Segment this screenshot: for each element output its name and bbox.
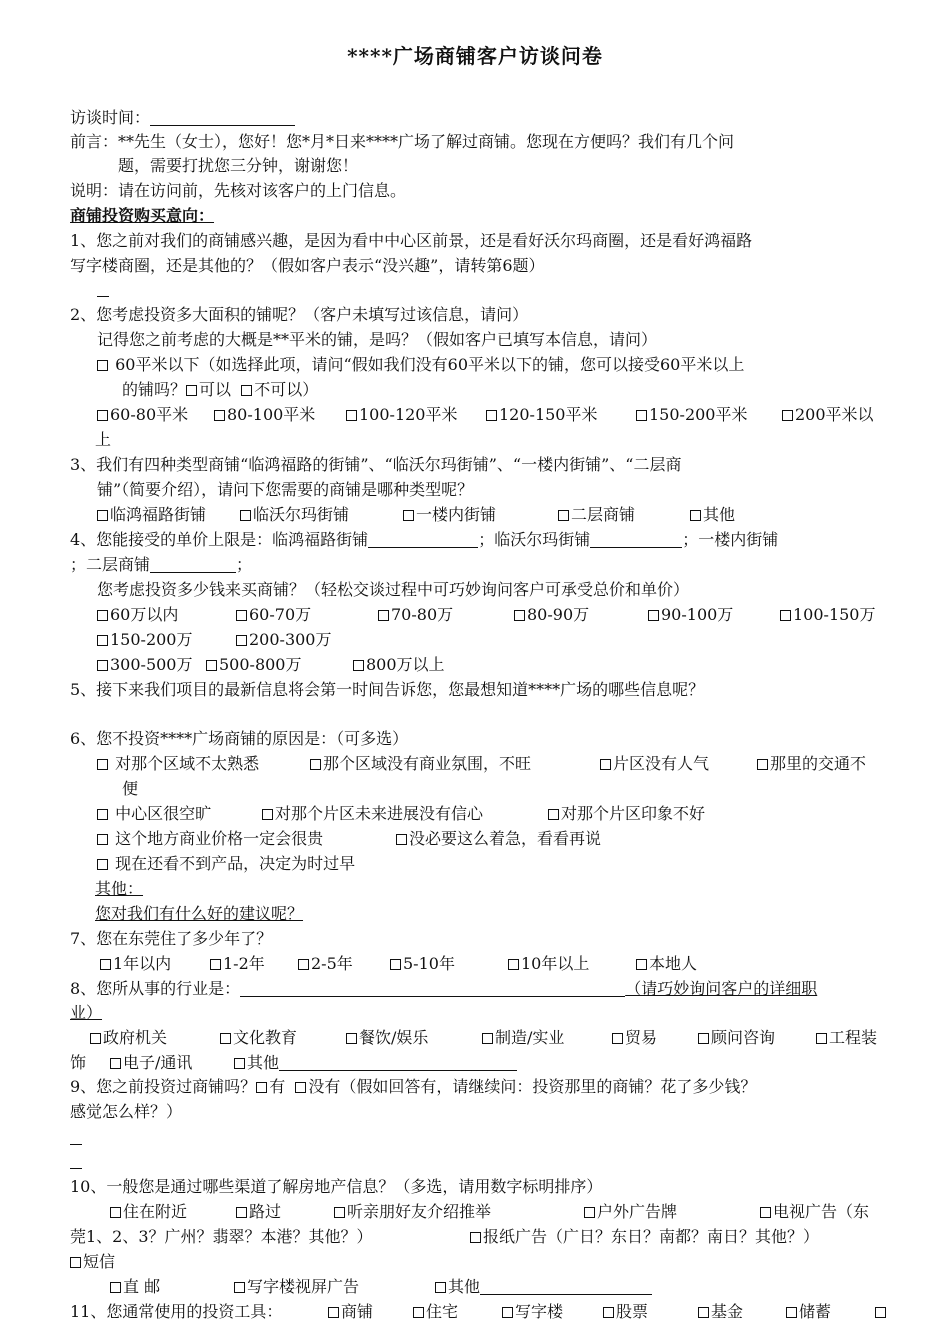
checkbox[interactable] (514, 610, 525, 621)
checkbox[interactable] (698, 1033, 709, 1044)
q7-option[interactable] (210, 953, 265, 975)
q10-tv-detail: 莞1、2、3？广州？翡翠？本港？其他？） (70, 1227, 373, 1246)
q10-channel-option[interactable] (110, 1201, 187, 1223)
checkbox[interactable] (584, 1207, 595, 1218)
checkbox[interactable] (353, 660, 364, 671)
checkbox[interactable] (214, 410, 225, 421)
q9-answer-line[interactable] (70, 1168, 82, 1169)
q4-line-3: 您考虑投资多少钱来买商铺？（轻松交谈过程中可巧妙询问客户可承受总价和单价） (97, 580, 690, 599)
checkbox[interactable] (334, 1207, 345, 1218)
option-label: 股票 (616, 1302, 649, 1321)
checkbox[interactable] (413, 1307, 424, 1318)
q6-line: 6、您不投资****广场商铺的原因是：（可多选） (70, 729, 409, 748)
checkbox[interactable] (97, 809, 108, 820)
q6-reason-option[interactable] (97, 753, 259, 775)
checkbox[interactable] (780, 610, 791, 621)
q6-reason-option[interactable] (548, 803, 705, 825)
checkbox[interactable] (236, 1207, 247, 1218)
q9-question: 9、您之前投资过商铺吗？ (70, 1077, 257, 1096)
q10-channel-option[interactable] (584, 1201, 677, 1223)
option-label: 300-500万 (110, 655, 193, 674)
q10-channel-option[interactable] (236, 1201, 281, 1223)
checkbox[interactable] (636, 959, 647, 970)
q4-price-option[interactable] (514, 604, 589, 626)
q9-answer-line[interactable] (70, 1144, 82, 1145)
q2-size-option[interactable] (214, 404, 315, 426)
q8-option[interactable] (698, 1027, 775, 1049)
checkbox-can[interactable] (186, 385, 197, 396)
q3-option[interactable] (403, 504, 496, 526)
option-label: 那里的交通不 (770, 754, 867, 773)
q6-reason-option[interactable] (97, 803, 211, 825)
q3-line-1: 3、我们有四种类型商铺“临鸿福路的街铺”、“临沃尔玛街铺”、“一楼内街铺”、“二层商 (70, 455, 682, 474)
page-title: ****广场商铺客户访谈问卷 (347, 44, 603, 68)
q8-option-tail: 饰 (70, 1053, 87, 1072)
q8-label: 8、您所从事的行业是： (70, 979, 241, 998)
option-label: 餐饮/娱乐 (359, 1028, 429, 1047)
checkbox[interactable] (548, 809, 559, 820)
q10-other-field[interactable] (480, 1278, 652, 1295)
q2-option-under-60[interactable] (97, 354, 744, 376)
q10-channel-option-other[interactable] (435, 1276, 652, 1298)
q3-option[interactable] (558, 504, 635, 526)
q8-hint-tail: 业） (70, 1003, 103, 1022)
checkbox[interactable] (90, 1033, 101, 1044)
q2-size-option[interactable] (782, 404, 874, 426)
q7-option[interactable] (100, 953, 171, 975)
checkbox[interactable] (648, 610, 659, 621)
checkbox[interactable] (816, 1033, 827, 1044)
interview-time-field[interactable] (150, 109, 295, 126)
checkbox[interactable] (97, 510, 108, 521)
q8-option[interactable] (346, 1027, 428, 1049)
checkbox-no[interactable] (295, 1082, 306, 1093)
option-label: 基金 (711, 1302, 744, 1321)
checkbox[interactable] (210, 959, 221, 970)
checkbox[interactable] (698, 1307, 709, 1318)
option-label: 报纸广告（广日？东日？南都？南日？其他？） (483, 1227, 820, 1246)
option-label: 没必要这么着急，看看再说 (409, 829, 602, 848)
option-label: 住宅 (426, 1302, 459, 1321)
checkbox[interactable] (298, 959, 309, 970)
checkbox[interactable] (110, 1207, 121, 1218)
q7-option[interactable] (390, 953, 455, 975)
q8-option[interactable] (90, 1027, 167, 1049)
option-label: 对那个区域不太熟悉 (115, 754, 260, 773)
q8-option[interactable] (816, 1027, 877, 1049)
option-label: 一楼内街铺 (416, 505, 497, 524)
option-label: 户外广告牌 (597, 1202, 678, 1221)
checkbox[interactable] (482, 1033, 493, 1044)
option-label: 中心区很空旷 (115, 804, 212, 823)
option-label: 写字楼视屏广告 (247, 1277, 360, 1296)
q11-option[interactable] (603, 1301, 648, 1323)
checkbox[interactable] (97, 410, 108, 421)
q8-field-industry[interactable] (240, 980, 625, 997)
checkbox[interactable] (240, 510, 251, 521)
q3-option[interactable] (690, 504, 735, 526)
option-label: 电子/通讯 (123, 1053, 193, 1072)
option-label: 200-300万 (249, 630, 332, 649)
option-label: 5-10年 (403, 954, 455, 973)
q4-label-c: ；一楼内街铺 (682, 530, 779, 549)
option-label: 现在还看不到产品，决定为时过早 (115, 854, 356, 873)
q11-option[interactable] (328, 1301, 373, 1323)
option-label: 工程装 (829, 1028, 878, 1047)
section-heading: 商铺投资购买意向： (70, 206, 215, 225)
q4-price-option[interactable] (353, 654, 445, 676)
q1-line-1: 1、您之前对我们的商铺感兴趣，是因为看中中心区前景，还是看好沃尔玛商圈，还是看好鸿福路 (70, 231, 753, 250)
q2-size-option[interactable] (97, 404, 188, 426)
option-label: 其他 (247, 1053, 280, 1072)
option-label: 1年以内 (113, 954, 172, 973)
q2-line-2: 记得您之前考虑的大概是**平米的铺，是吗？（假如客户已填写本信息，请问） (97, 330, 658, 349)
q7-line: 7、您在东莞住了多少年了？ (70, 929, 273, 948)
q6-reason-tail: 便 (122, 779, 139, 798)
checkbox[interactable] (757, 759, 768, 770)
checkbox[interactable] (97, 360, 108, 371)
checkbox[interactable] (97, 834, 108, 845)
q2-size-option[interactable] (486, 404, 598, 426)
option-label: 800万以上 (366, 655, 445, 674)
q6-reason-option[interactable] (97, 828, 323, 850)
checkbox[interactable] (558, 510, 569, 521)
option-label: 80-100平米 (227, 405, 316, 424)
checkbox[interactable] (612, 1033, 623, 1044)
q3-option[interactable] (240, 504, 349, 526)
option-no: 没有（假如回答有，请继续问：投资那里的商铺？花了多少钱？ (308, 1077, 757, 1096)
option-label: 200平米以 (795, 405, 874, 424)
checkbox[interactable] (435, 1282, 446, 1293)
q4-price-option[interactable] (780, 604, 876, 626)
q11-option[interactable] (786, 1301, 831, 1323)
q11-option[interactable] (698, 1301, 743, 1323)
q4-field-hongfu[interactable] (368, 531, 478, 548)
checkbox[interactable] (600, 759, 611, 770)
checkbox[interactable] (396, 834, 407, 845)
q6-reason-option[interactable] (396, 828, 601, 850)
checkbox[interactable] (508, 959, 519, 970)
q4-price-option[interactable] (648, 604, 733, 626)
option-can: 可以 (199, 380, 232, 399)
checkbox[interactable] (234, 1058, 245, 1069)
q2-size-tail: 上 (95, 430, 112, 449)
q8-option[interactable] (612, 1027, 657, 1049)
preface-line-2: 题，需要打扰您三分钟，谢谢您！ (118, 156, 359, 175)
q2-followup-row (122, 379, 318, 401)
checkbox[interactable] (378, 610, 389, 621)
checkbox[interactable] (97, 635, 108, 646)
option-label: 政府机关 (103, 1028, 168, 1047)
option-label: 60平米以下（如选择此项，请问“假如我们没有60平米以下的铺，您可以接受60平米以上 (115, 355, 745, 374)
option-label: 对那个片区未来进展没有信心 (275, 804, 484, 823)
q4-field-second-floor[interactable] (150, 556, 236, 573)
checkbox-cannot[interactable] (241, 385, 252, 396)
checkbox[interactable] (70, 1257, 81, 1268)
checkbox[interactable] (470, 1232, 481, 1243)
q6-reason-option[interactable] (97, 853, 355, 875)
checkbox[interactable] (234, 1282, 245, 1293)
checkbox[interactable] (220, 1033, 231, 1044)
interview-time-label: 访谈时间： (70, 108, 151, 127)
option-yes: 有 (269, 1077, 286, 1096)
q10-channel-option[interactable] (334, 1201, 491, 1223)
q10-line: 10、一般您是通过哪些渠道了解房地产信息？（多选，请用数字标明排序） (70, 1177, 603, 1196)
q10-channel-option[interactable] (70, 1251, 115, 1273)
checkbox[interactable] (603, 1307, 614, 1318)
option-label: 500-800万 (219, 655, 302, 674)
q4-price-option[interactable] (378, 604, 453, 626)
option-label: 80-90万 (527, 605, 590, 624)
option-label: 二层商铺 (571, 505, 636, 524)
q1-line-2: 写字楼商圈，还是其他的？（假如客户表示“没兴趣”，请转第6题） (70, 256, 545, 275)
option-label: 这个地方商业价格一定会很贵 (115, 829, 324, 848)
checkbox[interactable] (236, 610, 247, 621)
checkbox[interactable] (110, 1282, 121, 1293)
checkbox[interactable] (100, 959, 111, 970)
option-label: 150-200万 (110, 630, 193, 649)
q4-line-2 (70, 554, 252, 576)
option-label: 制造/实业 (495, 1028, 565, 1047)
checkbox[interactable] (786, 1307, 797, 1318)
q11-option[interactable] (413, 1301, 458, 1323)
q4-label-b: ；临沃尔玛街铺 (478, 530, 591, 549)
option-label: 贸易 (625, 1028, 658, 1047)
q10-channel-option[interactable] (470, 1226, 819, 1248)
option-label: 储蓄 (799, 1302, 832, 1321)
q7-option[interactable] (636, 953, 697, 975)
q1-answer-line[interactable] (97, 296, 109, 297)
q7-option[interactable] (508, 953, 589, 975)
option-label: 60-70万 (249, 605, 312, 624)
option-label: 顾问咨询 (711, 1028, 776, 1047)
option-label: 150-200平米 (649, 405, 748, 424)
q6-reason-option[interactable] (310, 753, 531, 775)
q11-line: 11、您通常使用的投资工具： (70, 1302, 283, 1321)
checkbox[interactable] (97, 610, 108, 621)
checkbox[interactable] (403, 510, 414, 521)
q2-size-option[interactable] (636, 404, 748, 426)
checkbox[interactable] (310, 759, 321, 770)
checkbox[interactable] (760, 1207, 771, 1218)
option-label: 短信 (83, 1252, 116, 1271)
option-label: 临沃尔玛街铺 (253, 505, 350, 524)
q4-price-option[interactable] (97, 629, 193, 651)
q3-option[interactable] (97, 504, 206, 526)
checkbox[interactable] (206, 660, 217, 671)
option-label: 文化教育 (233, 1028, 298, 1047)
checkbox[interactable] (346, 1033, 357, 1044)
q4-price-option[interactable] (236, 604, 311, 626)
q4-field-walmart[interactable] (590, 531, 682, 548)
option-cannot: 不可以） (254, 380, 319, 399)
checkbox[interactable] (486, 410, 497, 421)
option-label: 电视广告（东 (773, 1202, 870, 1221)
checkbox[interactable] (636, 410, 647, 421)
option-label: 临鸿福路街铺 (110, 505, 207, 524)
checkbox[interactable] (690, 510, 701, 521)
q8-option-other[interactable] (234, 1052, 517, 1074)
q8-option[interactable] (110, 1052, 192, 1074)
option-label: 对那个片区印象不好 (561, 804, 706, 823)
q4-price-option[interactable] (206, 654, 302, 676)
checkbox[interactable] (236, 635, 247, 646)
q4-label-a: 4、您能接受的单价上限是：临鸿福路街铺 (70, 530, 369, 549)
checkbox-yes[interactable] (256, 1082, 267, 1093)
q4-price-option[interactable] (97, 604, 178, 626)
q8-line (70, 978, 817, 1000)
option-label: 那个区域没有商业氛围，不旺 (323, 754, 532, 773)
q6-reason-option[interactable] (262, 803, 483, 825)
option-label: 住在附近 (123, 1202, 188, 1221)
checkbox[interactable] (262, 809, 273, 820)
q10-channel-option[interactable] (110, 1276, 160, 1298)
option-label: 本地人 (649, 954, 698, 973)
option-label: 其他 (703, 505, 736, 524)
option-label: 90-100万 (661, 605, 734, 624)
q6-reason-option[interactable] (600, 753, 709, 775)
option-label: 10年以上 (521, 954, 590, 973)
followup-question: 的铺吗？ (122, 380, 187, 399)
q6-suggestion-label: 您对我们有什么好的建议呢？ (95, 904, 304, 923)
option-label: 写字楼 (515, 1302, 564, 1321)
option-label: 70-80万 (391, 605, 454, 624)
q8-option[interactable] (220, 1027, 297, 1049)
q6-other-label: 其他： (95, 879, 144, 898)
checkbox[interactable] (782, 410, 793, 421)
checkbox[interactable] (97, 759, 108, 770)
q11-option-more[interactable] (875, 1301, 888, 1323)
q4-line-1 (70, 529, 778, 551)
q9-line-1 (70, 1076, 756, 1098)
option-label: 路过 (249, 1202, 282, 1221)
q4-price-option[interactable] (97, 654, 193, 676)
checkbox[interactable] (875, 1307, 886, 1318)
q8-option[interactable] (482, 1027, 564, 1049)
q2-size-option[interactable] (346, 404, 458, 426)
note-line: 说明：请在访问前，先核对该客户的上门信息。 (70, 181, 407, 200)
q2-line-1: 2、您考虑投资多大面积的铺呢？（客户未填写过该信息，请问） (70, 305, 529, 324)
option-label: 商铺 (341, 1302, 374, 1321)
option-label: 1-2年 (223, 954, 265, 973)
checkbox[interactable] (390, 959, 401, 970)
q4-price-option[interactable] (236, 629, 332, 651)
option-label: 100-120平米 (359, 405, 458, 424)
option-label: 100-150万 (793, 605, 876, 624)
q10-channel-option[interactable] (760, 1201, 869, 1223)
q4-label-d: ；二层商铺 (70, 555, 151, 574)
q4-label-e: ； (236, 555, 253, 574)
checkbox[interactable] (328, 1307, 339, 1318)
option-label: 听亲朋好友介绍推举 (347, 1202, 492, 1221)
q8-hint: （请巧妙询问客户的详细职 (625, 979, 818, 998)
checkbox[interactable] (110, 1058, 121, 1069)
q6-reason-option[interactable] (757, 753, 866, 775)
option-label: 直 邮 (123, 1277, 161, 1296)
option-label: 2-5年 (311, 954, 353, 973)
checkbox[interactable] (97, 859, 108, 870)
option-label: 120-150平米 (499, 405, 598, 424)
option-label: 60-80平米 (110, 405, 189, 424)
q11-option[interactable] (502, 1301, 563, 1323)
option-label: 60万以内 (110, 605, 179, 624)
checkbox[interactable] (346, 410, 357, 421)
q7-option[interactable] (298, 953, 353, 975)
option-label: 其他 (448, 1277, 481, 1296)
q3-line-2: 铺”（简要介绍），请问下您需要的商铺是哪种类型呢？ (97, 480, 474, 499)
preface-line-1: 前言：**先生（女士），您好！您*月*日来****广场了解过商铺。您现在方便吗？我们有几个问 (70, 132, 735, 151)
q8-other-field[interactable] (279, 1054, 517, 1071)
q5-line: 5、接下来我们项目的最新信息将会第一时间告诉您，您最想知道****广场的哪些信息呢？ (70, 680, 705, 699)
q9-line-2: 感觉怎么样？） (70, 1102, 183, 1121)
checkbox[interactable] (502, 1307, 513, 1318)
option-label: 片区没有人气 (613, 754, 710, 773)
checkbox[interactable] (97, 660, 108, 671)
interview-time-row (70, 107, 295, 129)
q10-channel-option[interactable] (234, 1276, 359, 1298)
